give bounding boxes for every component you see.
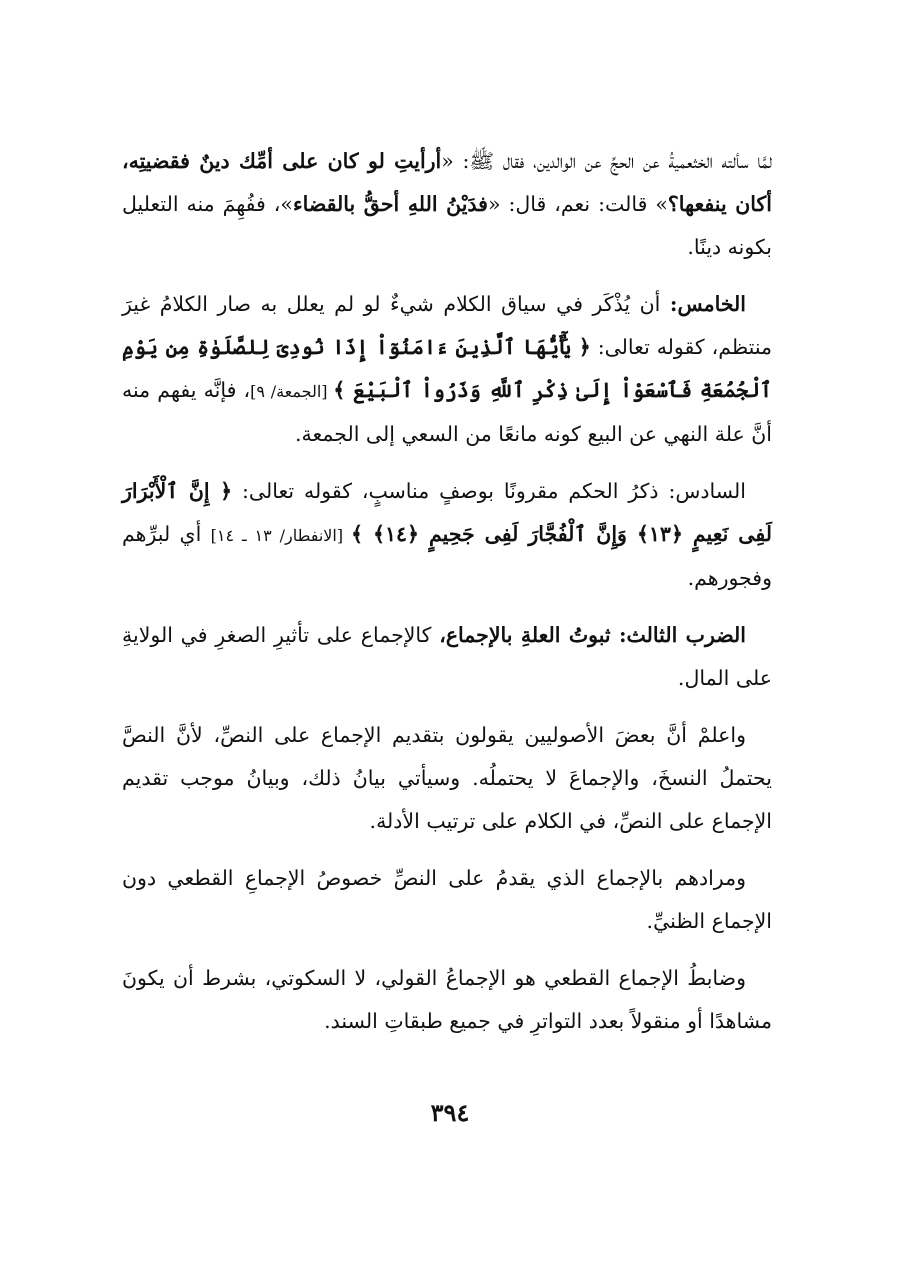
- paragraph-hadith: [122, 140, 772, 269]
- third-type-text: كالإجماع على تأثيرِ الصغرِ في الولايةِ على المال.: [122, 623, 772, 690]
- intent-text: ومرادهم بالإجماع الذي يقدمُ على النصِّ خصوصُ الإجماعِ القطعي دون الإجماع الظنيِّ.: [122, 866, 772, 933]
- third-type-heading: الضرب الثالث: ثبوتُ العلةِ بالإجماع،: [439, 623, 746, 647]
- scholars-text: واعلمْ أنَّ بعضَ الأصوليين يقولون بتقديم الإجماع على النصِّ، لأنَّ النصَّ يحتملُ النسخَ، والإجماعَ لا يحتملُه. وسيأتي بيانُ ذلك، وبيانُ موجب تقديم الإجماع على النصِّ، في الكلام على ترتيب الأدلة.: [122, 723, 772, 833]
- fifth-heading: الخامس:: [669, 292, 746, 316]
- criterion-text: وضابطُ الإجماع القطعي هو الإجماعُ القولي، لا السكوتي، بشرط أن يكونَ مشاهدًا أو منقولاً بعدد التواترِ في جميع طبقاتِ السند.: [122, 966, 772, 1033]
- hadith-quote-answer: فدَيْنُ اللهِ أحقُّ بالقضاء: [292, 192, 488, 216]
- paragraph-criterion: [122, 957, 772, 1043]
- fifth-conclusion: ، فإنَّه يفهم منه أنَّ علة النهي عن البيع كونه مانعًا من السعي إلى الجمعة.: [122, 378, 772, 446]
- page-number: ٣٩٤: [430, 1098, 470, 1127]
- paragraph-scholars: [122, 714, 772, 843]
- paragraph-third-type: [122, 614, 772, 700]
- sixth-conclusion: أي لبرِّهم وفجورهم.: [122, 522, 772, 590]
- hadith-intro-text: لمَّا سألته الخثعميةُ عن الحجِّ عن الوالدين، فقال ﷺ: «: [441, 149, 773, 173]
- paragraph-intent: [122, 857, 772, 943]
- sixth-text: السادس: ذكرُ الحكم مقرونًا بوصفٍ مناسبٍ، كقوله تعالى:: [232, 479, 746, 503]
- hadith-conclusion-text: »، ففُهِمَ منه التعليل بكونه دينًا.: [122, 192, 772, 259]
- verse-reference-jumuah: [الجمعة/ ٩]: [250, 382, 334, 401]
- quran-verse-jumuah: ﴿ يَٰٓأَيُّهَا ٱلَّذِينَ ءَامَنُوٓاْ إِذَا نُودِىَ لِلصَّلَوٰةِ مِن يَوْمِ ٱلْجُمُعَةِ فَٱسْعَوْاْ إِلَىٰ ذِكْرِ ٱللَّهِ وَذَرُواْ ٱلْبَيْعَ ﴾: [122, 335, 773, 402]
- hadith-reply-text: » قالت: نعم، قال: «: [487, 192, 668, 216]
- paragraph-fifth: [122, 283, 772, 456]
- fifth-text: أن يُذْكَر في سياق الكلام شيءٌ لو لم يعلل به صار الكلامُ غيرَ منتظم، كقوله تعالى:: [122, 292, 773, 359]
- quran-verse-infitar: ﴿ إِنَّ ٱلْأَبْرَارَ لَفِى نَعِيمٍ ﴿١٣﴾ وَإِنَّ ٱلْفُجَّارَ لَفِى جَحِيمٍ ﴿١٤﴾ ﴾: [122, 479, 772, 546]
- page-body: [122, 140, 772, 1057]
- paragraph-sixth: [122, 470, 772, 600]
- verse-reference-infitar: [الانفطار/ ١٣ ـ ١٤]: [210, 526, 352, 545]
- hadith-quote-question: أرأيتِ لو كان على أمِّك دينٌ فقضيتِه، أكان ينفعها؟: [122, 149, 772, 216]
